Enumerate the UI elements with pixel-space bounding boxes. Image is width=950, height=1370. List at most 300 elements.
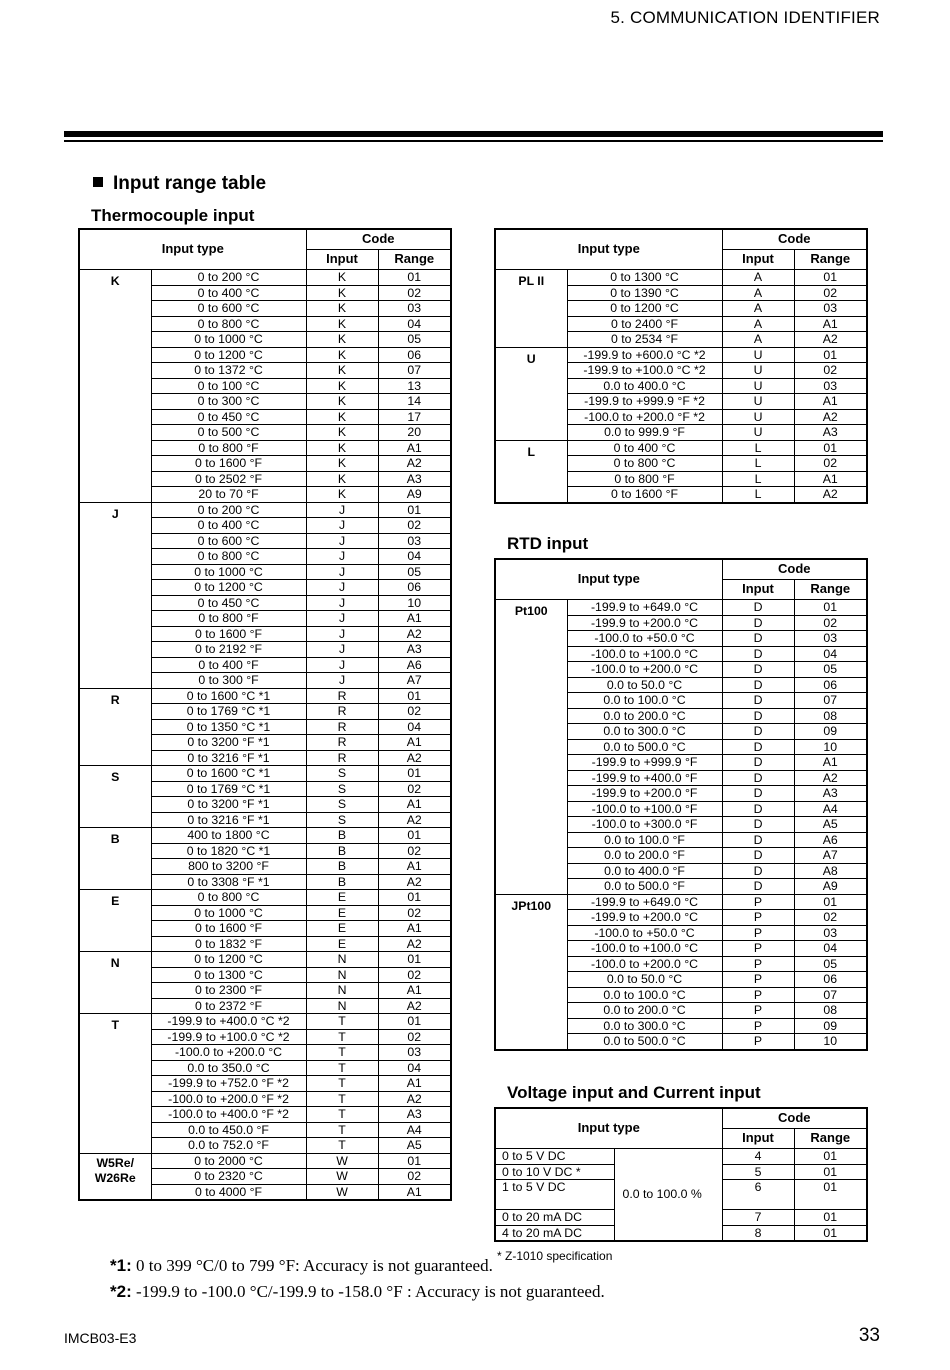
range-cell: -199.9 to +100.0 °C *2 (567, 363, 722, 379)
input-code-cell: D (722, 708, 794, 724)
range-cell: 0.0 to 50.0 °C (567, 677, 722, 693)
input-code-cell: P (722, 1018, 794, 1034)
table-row (79, 1153, 451, 1169)
code-header: Code (722, 1108, 867, 1129)
group-label: U (495, 347, 567, 440)
range-code-cell: A2 (378, 812, 451, 828)
range-code-cell: 05 (794, 956, 867, 972)
range-cell: -199.9 to +200.0 °F (567, 786, 722, 802)
range-code-cell: 02 (794, 363, 867, 379)
header-row (495, 1108, 867, 1129)
range-cell: 0.0 to 500.0 °C (567, 1034, 722, 1050)
input-code-cell: U (722, 425, 794, 441)
range-code-cell: A2 (794, 770, 867, 786)
range-cell: 0 to 2372 °F (151, 998, 306, 1014)
range-cell: 0.0 to 500.0 °F (567, 879, 722, 895)
range-column-header: Range (794, 1129, 867, 1149)
range-cell: 0.0 to 200.0 °F (567, 848, 722, 864)
range-code-cell: 02 (794, 285, 867, 301)
range-code-cell: 03 (794, 925, 867, 941)
range-cell: -100.0 to +200.0 °C (567, 956, 722, 972)
range-code-cell: A1 (794, 394, 867, 410)
percent-range-cell: 0.0 to 100.0 % (614, 1149, 722, 1242)
group-label: T (79, 1014, 151, 1154)
range-code-cell: 01 (794, 270, 867, 286)
range-cell: -100.0 to +100.0 °F (567, 801, 722, 817)
input-code-cell: W (306, 1184, 378, 1200)
input-code-cell: 4 (722, 1149, 794, 1165)
input-code-cell: J (306, 611, 378, 627)
range-code-cell: 09 (794, 724, 867, 740)
range-cell: 0 to 600 °C (151, 533, 306, 549)
input-code-cell: T (306, 1014, 378, 1030)
range-code-cell: 01 (794, 1180, 867, 1210)
range-code-cell: 02 (378, 843, 451, 859)
input-code-cell: J (306, 549, 378, 565)
range-code-cell: A2 (378, 936, 451, 952)
range-code-cell: A6 (794, 832, 867, 848)
range-cell: 0 to 1600 °F (151, 921, 306, 937)
table-row (79, 502, 451, 518)
input-code-cell: K (306, 425, 378, 441)
range-cell: 0 to 2400 °F (567, 316, 722, 332)
range-column-header: Range (794, 580, 867, 600)
group-label: K (79, 270, 151, 503)
range-cell: 0.0 to 500.0 °C (567, 739, 722, 755)
range-cell: 0.0 to 200.0 °C (567, 1003, 722, 1019)
range-code-cell: 04 (378, 719, 451, 735)
input-code-cell: D (722, 600, 794, 616)
input-code-cell: R (306, 704, 378, 720)
range-cell: 0 to 1832 °F (151, 936, 306, 952)
range-cell: 0.0 to 400.0 °F (567, 863, 722, 879)
range-cell: 0 to 1300 °C (567, 270, 722, 286)
input-code-cell: N (306, 998, 378, 1014)
range-cell: 0 to 300 °C (151, 394, 306, 410)
range-cell: 0 to 1600 °C *1 (151, 688, 306, 704)
range-cell: 0 to 400 °C (151, 285, 306, 301)
range-cell: 0 to 400 °F (151, 657, 306, 673)
input-code-cell: A (722, 270, 794, 286)
group-label: E (79, 890, 151, 952)
range-code-cell: 02 (378, 704, 451, 720)
range-cell: 0 to 300 °F (151, 673, 306, 689)
input-code-cell: N (306, 967, 378, 983)
input-code-cell: T (306, 1060, 378, 1076)
range-code-cell: 05 (378, 564, 451, 580)
range-cell: -199.9 to +752.0 °F *2 (151, 1076, 306, 1092)
input-code-cell: P (722, 956, 794, 972)
range-code-cell: 07 (378, 363, 451, 379)
input-code-cell: D (722, 786, 794, 802)
range-cell: 0.0 to 450.0 °F (151, 1122, 306, 1138)
input-code-cell: N (306, 952, 378, 968)
range-code-cell: A1 (378, 859, 451, 875)
range-cell: 400 to 1800 °C (151, 828, 306, 844)
input-code-cell: K (306, 471, 378, 487)
range-code-cell: 06 (794, 972, 867, 988)
range-cell: -199.9 to +649.0 °C (567, 600, 722, 616)
range-cell: 800 to 3200 °F (151, 859, 306, 875)
input-code-cell: D (722, 724, 794, 740)
range-cell: 0 to 800 °C (151, 316, 306, 332)
table-row (495, 894, 867, 910)
input-code-cell: K (306, 301, 378, 317)
range-code-cell: 10 (794, 739, 867, 755)
input-code-cell: R (306, 750, 378, 766)
input-code-cell: B (306, 843, 378, 859)
range-code-cell: 10 (794, 1034, 867, 1050)
input-code-cell: J (306, 673, 378, 689)
input-code-cell: N (306, 983, 378, 999)
input-code-cell: K (306, 347, 378, 363)
input-code-cell: L (722, 440, 794, 456)
range-code-cell: 01 (378, 270, 451, 286)
range-column-header: Range (378, 250, 451, 270)
range-cell: 0 to 1200 °C (567, 301, 722, 317)
input-code-cell: J (306, 580, 378, 596)
range-cell: 0 to 2192 °F (151, 642, 306, 658)
range-cell: 0 to 1350 °C *1 (151, 719, 306, 735)
range-code-cell: 03 (794, 631, 867, 647)
header-row (495, 229, 867, 250)
input-code-cell: S (306, 766, 378, 782)
range-code-cell: A4 (378, 1122, 451, 1138)
range-cell: -100.0 to +50.0 °C (567, 925, 722, 941)
input-code-cell: J (306, 626, 378, 642)
input-code-cell: U (722, 347, 794, 363)
range-cell: 0 to 200 °C (151, 270, 306, 286)
input-code-cell: W (306, 1153, 378, 1169)
range-cell: 0 to 3216 °F *1 (151, 750, 306, 766)
range-code-cell: 03 (378, 1045, 451, 1061)
range-cell: 0 to 1769 °C *1 (151, 781, 306, 797)
rtd-table (494, 558, 868, 1051)
input-code-cell: J (306, 564, 378, 580)
input-code-cell: D (722, 863, 794, 879)
thermocouple-title: Thermocouple input (91, 206, 255, 225)
input-code-cell: B (306, 859, 378, 875)
range-code-cell: 04 (794, 646, 867, 662)
range-code-cell: 02 (378, 1169, 451, 1185)
range-code-cell: A5 (378, 1138, 451, 1154)
range-cell: 0.0 to 200.0 °C (567, 708, 722, 724)
group-label: R (79, 688, 151, 766)
range-code-cell: 02 (794, 615, 867, 631)
input-code-cell: K (306, 332, 378, 348)
range-code-cell: A1 (378, 1076, 451, 1092)
range-code-cell: 03 (794, 301, 867, 317)
range-code-cell: A1 (378, 440, 451, 456)
table-row (79, 952, 451, 968)
table-row (79, 890, 451, 906)
input-column-header: Input (306, 250, 378, 270)
input-code-cell: J (306, 533, 378, 549)
range-code-cell: 01 (794, 1149, 867, 1165)
input-code-cell: K (306, 409, 378, 425)
range-code-cell: 09 (794, 1018, 867, 1034)
range-cell: 0 to 1600 °F (151, 456, 306, 472)
input-code-cell: 7 (722, 1210, 794, 1226)
range-cell: -100.0 to +300.0 °F (567, 817, 722, 833)
range-cell: 0.0 to 999.9 °F (567, 425, 722, 441)
input-column-header: Input (722, 580, 794, 600)
page-header: 5. COMMUNICATION IDENTIFIER (610, 8, 880, 27)
range-code-cell: 06 (378, 580, 451, 596)
input-code-cell: E (306, 921, 378, 937)
range-cell: 0 to 2320 °C (151, 1169, 306, 1185)
input-code-cell: D (722, 646, 794, 662)
range-code-cell: A3 (794, 786, 867, 802)
range-code-cell: A2 (378, 874, 451, 890)
range-cell: 0 to 1820 °C *1 (151, 843, 306, 859)
input-code-cell: K (306, 270, 378, 286)
spec-note: * Z-1010 specification (497, 1249, 613, 1263)
input-code-cell: S (306, 797, 378, 813)
range-code-cell: A3 (378, 642, 451, 658)
range-code-cell: 01 (378, 1014, 451, 1030)
signal-type-cell: 1 to 5 V DC (495, 1180, 614, 1210)
input-code-cell: P (722, 925, 794, 941)
input-column-header: Input (722, 1129, 794, 1149)
input-code-cell: R (306, 719, 378, 735)
range-code-cell: 06 (378, 347, 451, 363)
input-code-cell: D (722, 631, 794, 647)
range-code-cell: A1 (794, 471, 867, 487)
range-code-cell: A7 (378, 673, 451, 689)
range-cell: 0 to 1200 °C (151, 580, 306, 596)
input-code-cell: T (306, 1045, 378, 1061)
range-code-cell: A3 (378, 1107, 451, 1123)
range-cell: 0 to 2300 °F (151, 983, 306, 999)
input-code-cell: T (306, 1122, 378, 1138)
range-cell: 0 to 800 °C (151, 549, 306, 565)
input-code-cell: A (722, 301, 794, 317)
range-code-cell: A1 (378, 735, 451, 751)
input-code-cell: B (306, 874, 378, 890)
range-code-cell: A2 (378, 750, 451, 766)
range-cell: 0 to 2534 °F (567, 332, 722, 348)
range-cell: -199.9 to +600.0 °C *2 (567, 347, 722, 363)
range-cell: -199.9 to +999.9 °F (567, 755, 722, 771)
range-cell: 0 to 2000 °C (151, 1153, 306, 1169)
range-code-cell: 20 (378, 425, 451, 441)
range-cell: 0 to 800 °F (151, 440, 306, 456)
range-cell: 0.0 to 100.0 °C (567, 693, 722, 709)
range-cell: 0 to 800 °F (567, 471, 722, 487)
range-code-cell: 01 (794, 1225, 867, 1241)
input-code-cell: T (306, 1138, 378, 1154)
range-code-cell: A2 (794, 487, 867, 503)
document-id: IMCB03-E3 (64, 1330, 137, 1346)
signal-type-cell: 4 to 20 mA DC (495, 1225, 614, 1241)
input-code-cell: L (722, 471, 794, 487)
input-code-cell: D (722, 770, 794, 786)
input-code-cell: D (722, 848, 794, 864)
range-cell: 0 to 400 °C (567, 440, 722, 456)
range-cell: -100.0 to +200.0 °F *2 (151, 1091, 306, 1107)
range-code-cell: A1 (378, 921, 451, 937)
input-column-header: Input (722, 250, 794, 270)
range-code-cell: 01 (794, 1210, 867, 1226)
range-code-cell: 02 (378, 781, 451, 797)
signal-type-cell: 0 to 10 V DC * (495, 1164, 614, 1180)
group-label: N (79, 952, 151, 1014)
table-row (79, 270, 451, 286)
range-cell: 0 to 3308 °F *1 (151, 874, 306, 890)
input-code-cell: U (722, 378, 794, 394)
input-code-cell: D (722, 615, 794, 631)
table-row (79, 766, 451, 782)
range-cell: -199.9 to +100.0 °C *2 (151, 1029, 306, 1045)
input-code-cell: A (722, 332, 794, 348)
input-type-header: Input type (79, 229, 306, 270)
page-number: 33 (858, 1325, 880, 1346)
range-code-cell: 07 (794, 693, 867, 709)
input-code-cell: K (306, 456, 378, 472)
range-code-cell: 01 (794, 440, 867, 456)
input-code-cell: S (306, 812, 378, 828)
range-code-cell: 02 (794, 910, 867, 926)
input-type-header: Input type (495, 559, 722, 600)
table-row (79, 688, 451, 704)
footnote-1: *1: 0 to 399 °C/0 to 799 °F: Accuracy is not guaranteed. (110, 1256, 493, 1275)
range-code-cell: 08 (794, 1003, 867, 1019)
range-cell: 0 to 1000 °C (151, 332, 306, 348)
range-code-cell: 02 (378, 1029, 451, 1045)
range-code-cell: 02 (378, 905, 451, 921)
input-code-cell: J (306, 595, 378, 611)
table-row (495, 347, 867, 363)
range-cell: 0 to 1390 °C (567, 285, 722, 301)
range-cell: 0.0 to 300.0 °C (567, 724, 722, 740)
range-code-cell: A2 (794, 332, 867, 348)
input-code-cell: R (306, 688, 378, 704)
thermocouple-table-2 (494, 228, 868, 504)
input-code-cell: J (306, 502, 378, 518)
range-code-cell: 04 (794, 941, 867, 957)
input-code-cell: D (722, 817, 794, 833)
range-cell: 0.0 to 350.0 °C (151, 1060, 306, 1076)
range-cell: 0 to 450 °C (151, 595, 306, 611)
range-code-cell: A3 (378, 471, 451, 487)
range-code-cell: A2 (378, 626, 451, 642)
range-cell: -199.9 to +649.0 °C (567, 894, 722, 910)
range-cell: 0 to 1000 °C (151, 905, 306, 921)
table-row (495, 1149, 867, 1165)
range-code-cell: A4 (794, 801, 867, 817)
input-code-cell: K (306, 394, 378, 410)
table-row (495, 440, 867, 456)
signal-type-cell: 0 to 5 V DC (495, 1149, 614, 1165)
range-cell: -199.9 to +200.0 °C (567, 615, 722, 631)
range-cell: 0 to 800 °C (567, 456, 722, 472)
range-code-cell: 07 (794, 987, 867, 1003)
range-code-cell: 04 (378, 1060, 451, 1076)
input-code-cell: W (306, 1169, 378, 1185)
range-cell: 0.0 to 100.0 °C (567, 987, 722, 1003)
range-cell: -100.0 to +200.0 °F *2 (567, 409, 722, 425)
input-code-cell: D (722, 662, 794, 678)
input-code-cell: E (306, 905, 378, 921)
header-rule-thin (64, 140, 883, 142)
range-code-cell: A1 (378, 983, 451, 999)
input-code-cell: D (722, 879, 794, 895)
input-type-header: Input type (495, 1108, 722, 1149)
input-code-cell: D (722, 832, 794, 848)
range-cell: 0 to 1372 °C (151, 363, 306, 379)
range-cell: 0 to 100 °C (151, 378, 306, 394)
input-code-cell: A (722, 285, 794, 301)
range-code-cell: A1 (794, 316, 867, 332)
header-row (495, 559, 867, 580)
range-code-cell: 05 (794, 662, 867, 678)
signal-type-cell: 0 to 20 mA DC (495, 1210, 614, 1226)
range-code-cell: A8 (794, 863, 867, 879)
input-code-cell: J (306, 642, 378, 658)
range-code-cell: 13 (378, 378, 451, 394)
input-code-cell: A (722, 316, 794, 332)
group-label: L (495, 440, 567, 503)
range-code-cell: A1 (794, 755, 867, 771)
input-code-cell: U (722, 363, 794, 379)
range-code-cell: A1 (378, 611, 451, 627)
range-code-cell: 01 (378, 688, 451, 704)
input-code-cell: T (306, 1029, 378, 1045)
input-code-cell: U (722, 409, 794, 425)
input-code-cell: E (306, 890, 378, 906)
group-label: PL II (495, 270, 567, 348)
group-label: B (79, 828, 151, 890)
range-cell: -100.0 to +100.0 °C (567, 646, 722, 662)
range-code-cell: 02 (378, 967, 451, 983)
range-code-cell: A6 (378, 657, 451, 673)
range-cell: 0 to 3200 °F *1 (151, 735, 306, 751)
range-code-cell: 04 (378, 549, 451, 565)
range-code-cell: A9 (794, 879, 867, 895)
range-cell: 0 to 200 °C (151, 502, 306, 518)
range-code-cell: 02 (794, 456, 867, 472)
range-cell: 0.0 to 752.0 °F (151, 1138, 306, 1154)
range-cell: 0 to 450 °C (151, 409, 306, 425)
range-cell: 0 to 3216 °F *1 (151, 812, 306, 828)
range-code-cell: 01 (794, 894, 867, 910)
range-cell: 0 to 600 °C (151, 301, 306, 317)
range-code-cell: A5 (794, 817, 867, 833)
group-label: S (79, 766, 151, 828)
code-header: Code (722, 229, 867, 250)
group-label: Pt100 (495, 600, 567, 895)
input-code-cell: P (722, 894, 794, 910)
input-code-cell: K (306, 363, 378, 379)
range-code-cell: A1 (378, 1184, 451, 1200)
range-code-cell: 01 (794, 347, 867, 363)
range-code-cell: 02 (378, 285, 451, 301)
range-code-cell: 02 (378, 518, 451, 534)
range-cell: -100.0 to +50.0 °C (567, 631, 722, 647)
input-code-cell: P (722, 910, 794, 926)
code-header: Code (722, 559, 867, 580)
input-code-cell: D (722, 801, 794, 817)
input-code-cell: T (306, 1076, 378, 1092)
range-code-cell: 03 (378, 301, 451, 317)
range-code-cell: 03 (794, 378, 867, 394)
input-code-cell: L (722, 487, 794, 503)
range-cell: 0 to 1200 °C (151, 347, 306, 363)
voltage-title: Voltage input and Current input (507, 1083, 761, 1102)
input-code-cell: D (722, 693, 794, 709)
range-code-cell: A1 (378, 797, 451, 813)
